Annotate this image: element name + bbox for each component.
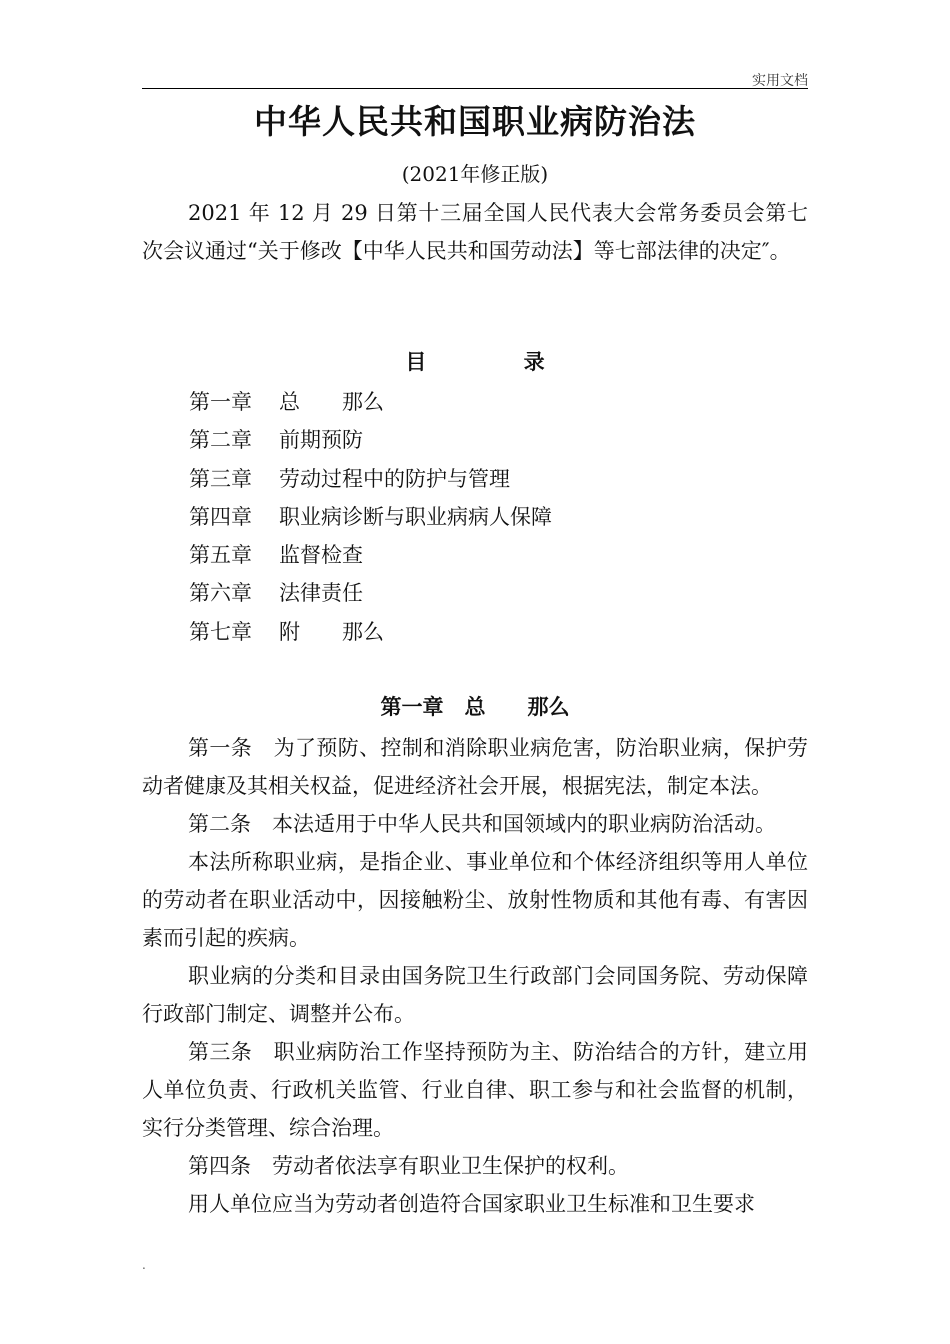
toc-item-num: 第二章 bbox=[189, 428, 252, 453]
toc-item bbox=[189, 574, 552, 612]
document-subtitle: (2021年修正版) bbox=[401, 162, 549, 186]
toc-item-title: 总 那么 bbox=[279, 390, 384, 414]
toc-item-title: 前期预防 bbox=[279, 428, 363, 453]
article-paragraph: 第三条 职业病防治工作坚持预防为主、防治结合的方针，建立用人单位负责、行政机关监管、行业自律、职工参与和社会监督的机制，实行分类管理、综合治理。 bbox=[142, 1040, 808, 1140]
header-tag: 实用文档 bbox=[752, 73, 808, 89]
toc-heading: 目 录 bbox=[405, 350, 545, 374]
intro-paragraph: 2021 年 12 月 29 日第十三届全国人民代表大会常务委员会第七次会议通过“关于修改【中华人民共和国劳动法】等七部法律的决定″。 bbox=[142, 201, 808, 263]
chapter-body bbox=[142, 729, 808, 1223]
toc-item-title: 劳动过程中的防护与管理 bbox=[279, 466, 510, 491]
table-of-contents bbox=[189, 383, 552, 651]
toc-item bbox=[189, 613, 552, 651]
toc-item-num: 第四章 bbox=[189, 504, 252, 529]
toc-item bbox=[189, 421, 552, 459]
article-paragraph: 用人单位应当为劳动者创造符合国家职业卫生标准和卫生要求 bbox=[188, 1192, 755, 1216]
toc-item-num: 第六章 bbox=[189, 581, 252, 606]
toc-item-title: 附 那么 bbox=[279, 619, 384, 644]
toc-item-num: 第三章 bbox=[189, 466, 252, 491]
toc-item-title: 监督检查 bbox=[279, 543, 363, 568]
toc-item-title: 职业病诊断与职业病病人保障 bbox=[279, 504, 552, 529]
chapter-heading: 第一章 总 那么 bbox=[380, 695, 570, 719]
article-paragraph: 第一条 为了预防、控制和消除职业病危害，防治职业病，保护劳动者健康及其相关权益，促进经济社会开展，根据宪法，制定本法。 bbox=[142, 736, 808, 798]
toc-item bbox=[189, 383, 552, 421]
toc-item-title: 法律责任 bbox=[279, 581, 363, 606]
toc-item-num: 第五章 bbox=[189, 543, 252, 568]
toc-item bbox=[189, 536, 552, 574]
toc-item bbox=[189, 460, 552, 498]
article-paragraph: 本法所称职业病，是指企业、事业单位和个体经济组织等用人单位的劳动者在职业活动中，因接触粉尘、放射性物质和其他有毒、有害因素而引起的疾病。 bbox=[142, 850, 808, 950]
article-paragraph: 职业病的分类和目录由国务院卫生行政部门会同国务院、劳动保障行政部门制定、调整并公布。 bbox=[142, 964, 808, 1026]
article-paragraph: 第二条 本法适用于中华人民共和国领域内的职业病防治活动。 bbox=[188, 812, 776, 836]
toc-item-num: 第一章 bbox=[189, 390, 252, 414]
toc-item bbox=[189, 498, 552, 536]
header-rule bbox=[142, 88, 808, 89]
document-title: 中华人民共和国职业病防治法 bbox=[254, 102, 696, 141]
article-paragraph: 第四条 劳动者依法享有职业卫生保护的权利。 bbox=[188, 1154, 629, 1178]
footer-mark: . bbox=[142, 1258, 146, 1272]
toc-item-num: 第七章 bbox=[189, 619, 252, 644]
